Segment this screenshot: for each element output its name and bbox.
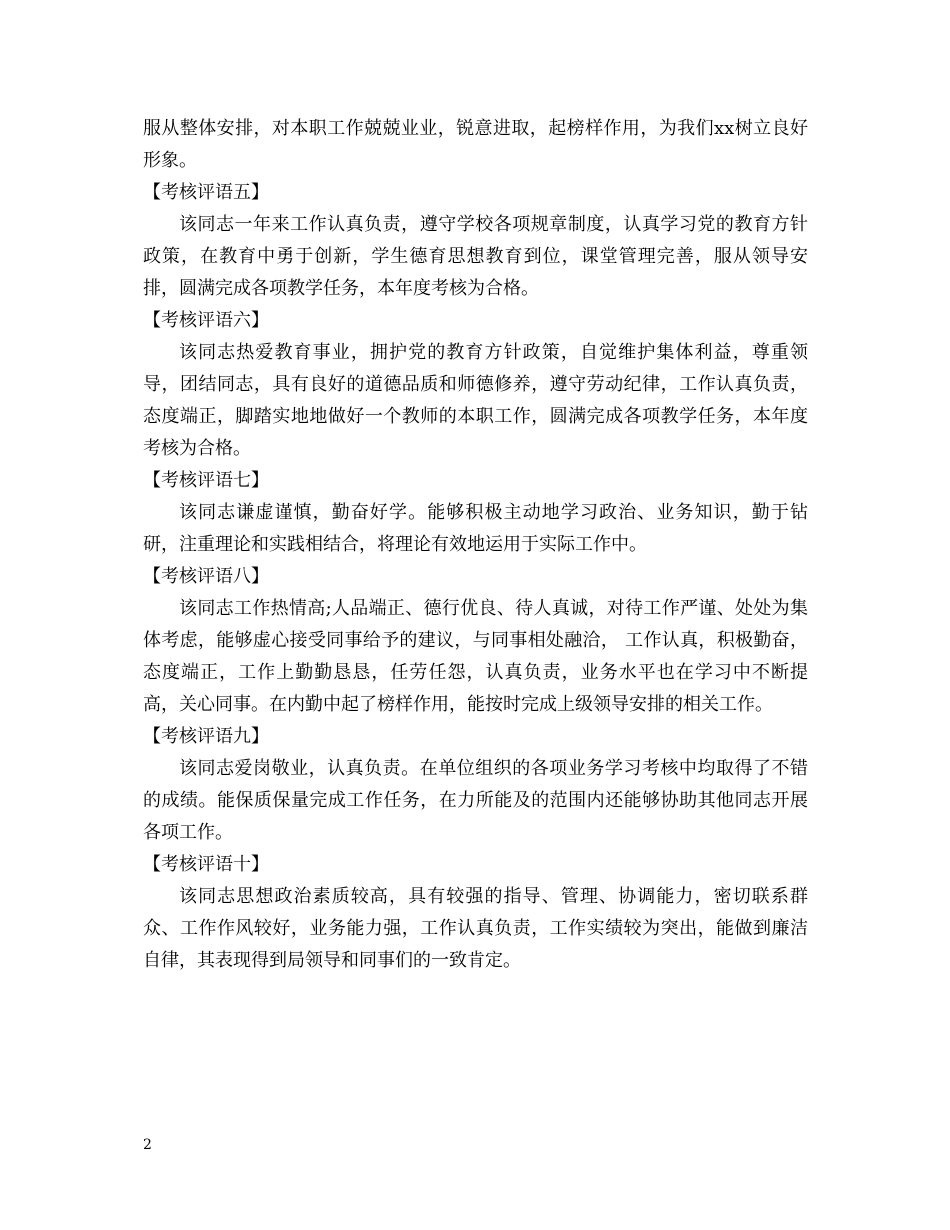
section-heading-8: 【考核评语八】 [143,566,269,587]
section-heading-9: 【考核评语九】 [143,726,269,747]
paragraph-continued: 服从整体安排，对本职工作兢兢业业，锐意进取，起榜样作用，为我们xx树立良好形象。 [143,118,808,171]
paragraph-evaluation-8: 该同志工作热情高;人品端正、德行优良、待人真诚，对待工作严谨、处处为集体考虑，能够虚心接受同事给予的建议，与同事相处融洽， 工作认真，积极勤奋，态度端正，工作上勤勤恳恳，任劳任怨，认真负责，业务水平也在学习中不断提高，关心同事。在内勤中起了榜样作用，能按时完成上级领导安排的相关工作。 [143,598,808,715]
paragraph-evaluation-10: 该同志思想政治素质较高，具有较强的指导、管理、协调能力，密切联系群众、工作作风较好，业务能力强，工作认真负责，工作实绩较为突出，能做到廉洁自律，其表现得到局领导和同事们的一致肯定。 [143,886,808,971]
section-heading-5: 【考核评语五】 [143,182,269,203]
document-body [143,113,808,977]
paragraph-evaluation-7: 该同志谦虚谨慎，勤奋好学。能够积极主动地学习政治、业务知识，勤于钻研，注重理论和实践相结合，将理论有效地运用于实际工作中。 [143,502,808,555]
paragraph-evaluation-6: 该同志热爱教育事业，拥护党的教育方针政策，自觉维护集体利益，尊重领导，团结同志，具有良好的道德品质和师德修养，遵守劳动纪律，工作认真负责，态度端正，脚踏实地地做好一个教师的本职工作，圆满完成各项教学任务，本年度考核为合格。 [143,342,808,459]
paragraph-evaluation-9: 该同志爱岗敬业，认真负责。在单位组织的各项业务学习考核中均取得了不错的成绩。能保质保量完成工作任务，在力所能及的范围内还能够协助其他同志开展各项工作。 [143,758,808,843]
section-heading-10: 【考核评语十】 [143,854,269,875]
page-number: 2 [143,1137,152,1153]
section-heading-7: 【考核评语七】 [143,470,269,491]
paragraph-evaluation-5: 该同志一年来工作认真负责，遵守学校各项规章制度，认真学习党的教育方针政策，在教育中勇于创新，学生德育思想教育到位，课堂管理完善，服从领导安排，圆满完成各项教学任务，本年度考核为合格。 [143,214,808,299]
section-heading-6: 【考核评语六】 [143,310,269,331]
